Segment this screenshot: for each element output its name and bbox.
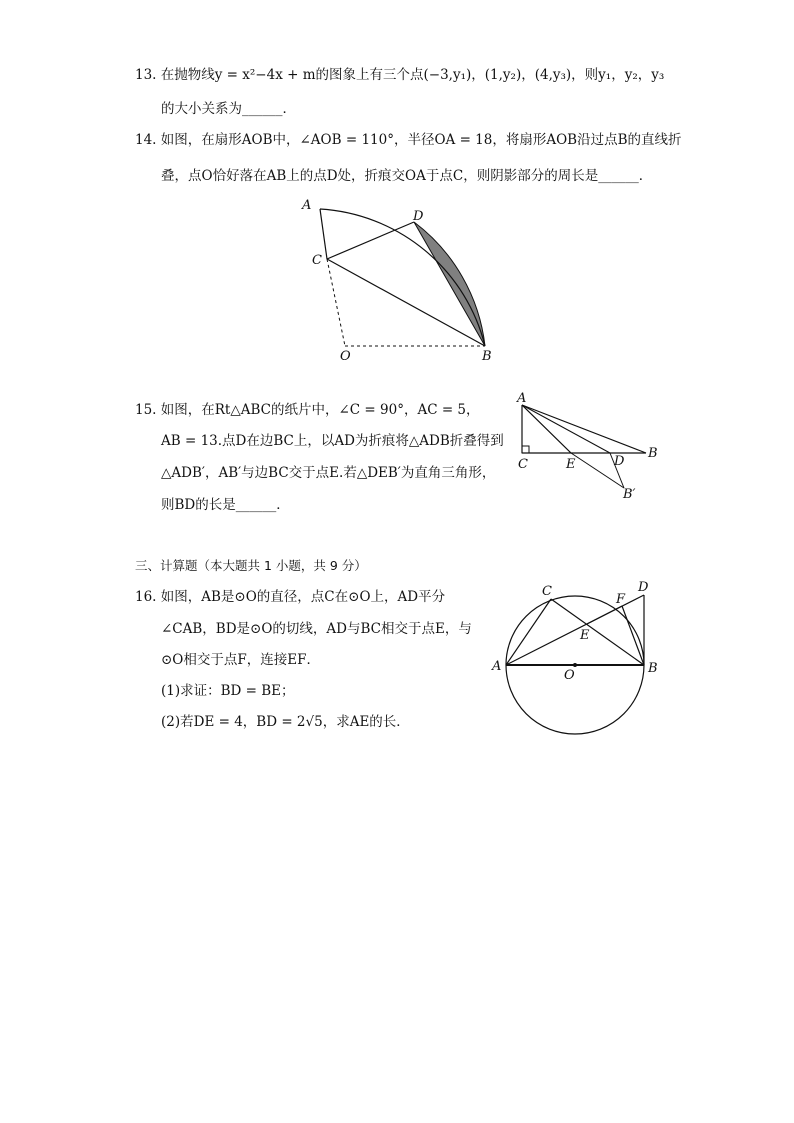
q13-line1: 13. 在抛物线y = x²−4x + m的图象上有三个点(−3,y₁)，(1,y₂)，(4,y₃)，则y₁，y₂，y₃ bbox=[135, 67, 665, 83]
q16-seg-cb bbox=[551, 599, 644, 665]
q14-shaded-segment bbox=[414, 222, 485, 346]
q16-label-c: C bbox=[542, 584, 552, 599]
q15-label-d: D bbox=[614, 454, 625, 469]
q16-line5: (2)若DE = 4，BD = 2√5，求AE的长． bbox=[161, 714, 410, 730]
q15-line3: △ADB′，AB′与边BC交于点E.若△DEB′为直角三角形， bbox=[161, 465, 496, 481]
q14-seg-co-dashed bbox=[327, 259, 345, 346]
q16-label-o: O bbox=[564, 668, 575, 683]
q15-triangle-figure bbox=[512, 390, 662, 500]
q16-center-dot bbox=[573, 663, 577, 667]
q15-label-a: A bbox=[517, 391, 527, 406]
q16-label-e: E bbox=[580, 628, 590, 643]
q14-label-d: D bbox=[413, 209, 424, 224]
q15-label-b: B bbox=[648, 446, 658, 461]
q14-label-o: O bbox=[340, 349, 351, 364]
q15-line2: AB = 13.点D在边BC上，以AD为折痕将△ADB折叠得到 bbox=[161, 433, 504, 449]
q14-label-a: A bbox=[302, 198, 312, 213]
q14-seg-cd bbox=[327, 222, 414, 259]
q16-line2: ∠CAB，BD是⊙O的切线，AD与BC相交于点E，与 bbox=[161, 621, 472, 637]
q16-label-d: D bbox=[638, 580, 649, 595]
section3-title: 三、计算题（本大题共 1 小题，共 9 分） bbox=[135, 558, 367, 573]
q16-seg-ef bbox=[587, 606, 622, 624]
q15-line1: 15. 如图，在Rt△ABC的纸片中，∠C = 90°，AC = 5， bbox=[135, 402, 480, 418]
q14-line2: 叠，点O恰好落在AB上的点D处，折痕交OA于点C，则阴影部分的周长是______． bbox=[161, 168, 653, 184]
q15-seg-ad bbox=[522, 405, 610, 453]
q16-circle-figure bbox=[488, 575, 663, 740]
q16-label-a: A bbox=[492, 659, 502, 674]
q16-seg-ac bbox=[506, 599, 551, 665]
q15-seg-ab bbox=[522, 405, 646, 453]
q14-sector-figure bbox=[296, 195, 516, 365]
q16-line3: ⊙O相交于点F，连接EF． bbox=[161, 652, 320, 668]
q16-seg-fb bbox=[622, 606, 644, 665]
q14-seg-ac bbox=[320, 209, 327, 259]
q15-label-b-prime: B′ bbox=[623, 487, 636, 500]
q15-label-c: C bbox=[518, 457, 528, 472]
q16-label-b: B bbox=[648, 661, 658, 676]
q16-line1: 16. 如图，AB是⊙O的直径，点C在⊙O上，AD平分 bbox=[135, 589, 446, 605]
q16-label-f: F bbox=[616, 592, 626, 607]
q14-line1: 14. 如图，在扇形AOB中，∠AOB = 110°，半径OA = 18，将扇形AOB沿过点B的直线折 bbox=[135, 132, 682, 148]
q15-label-e: E bbox=[566, 457, 576, 472]
q15-right-angle-mark bbox=[522, 446, 529, 453]
q14-label-b: B bbox=[482, 349, 492, 364]
q13-line2: 的大小关系为______． bbox=[161, 101, 296, 117]
q14-label-c: C bbox=[312, 253, 322, 268]
q16-line4: (1)求证：BD = BE； bbox=[161, 683, 295, 699]
q15-line4: 则BD的长是______． bbox=[161, 497, 290, 513]
